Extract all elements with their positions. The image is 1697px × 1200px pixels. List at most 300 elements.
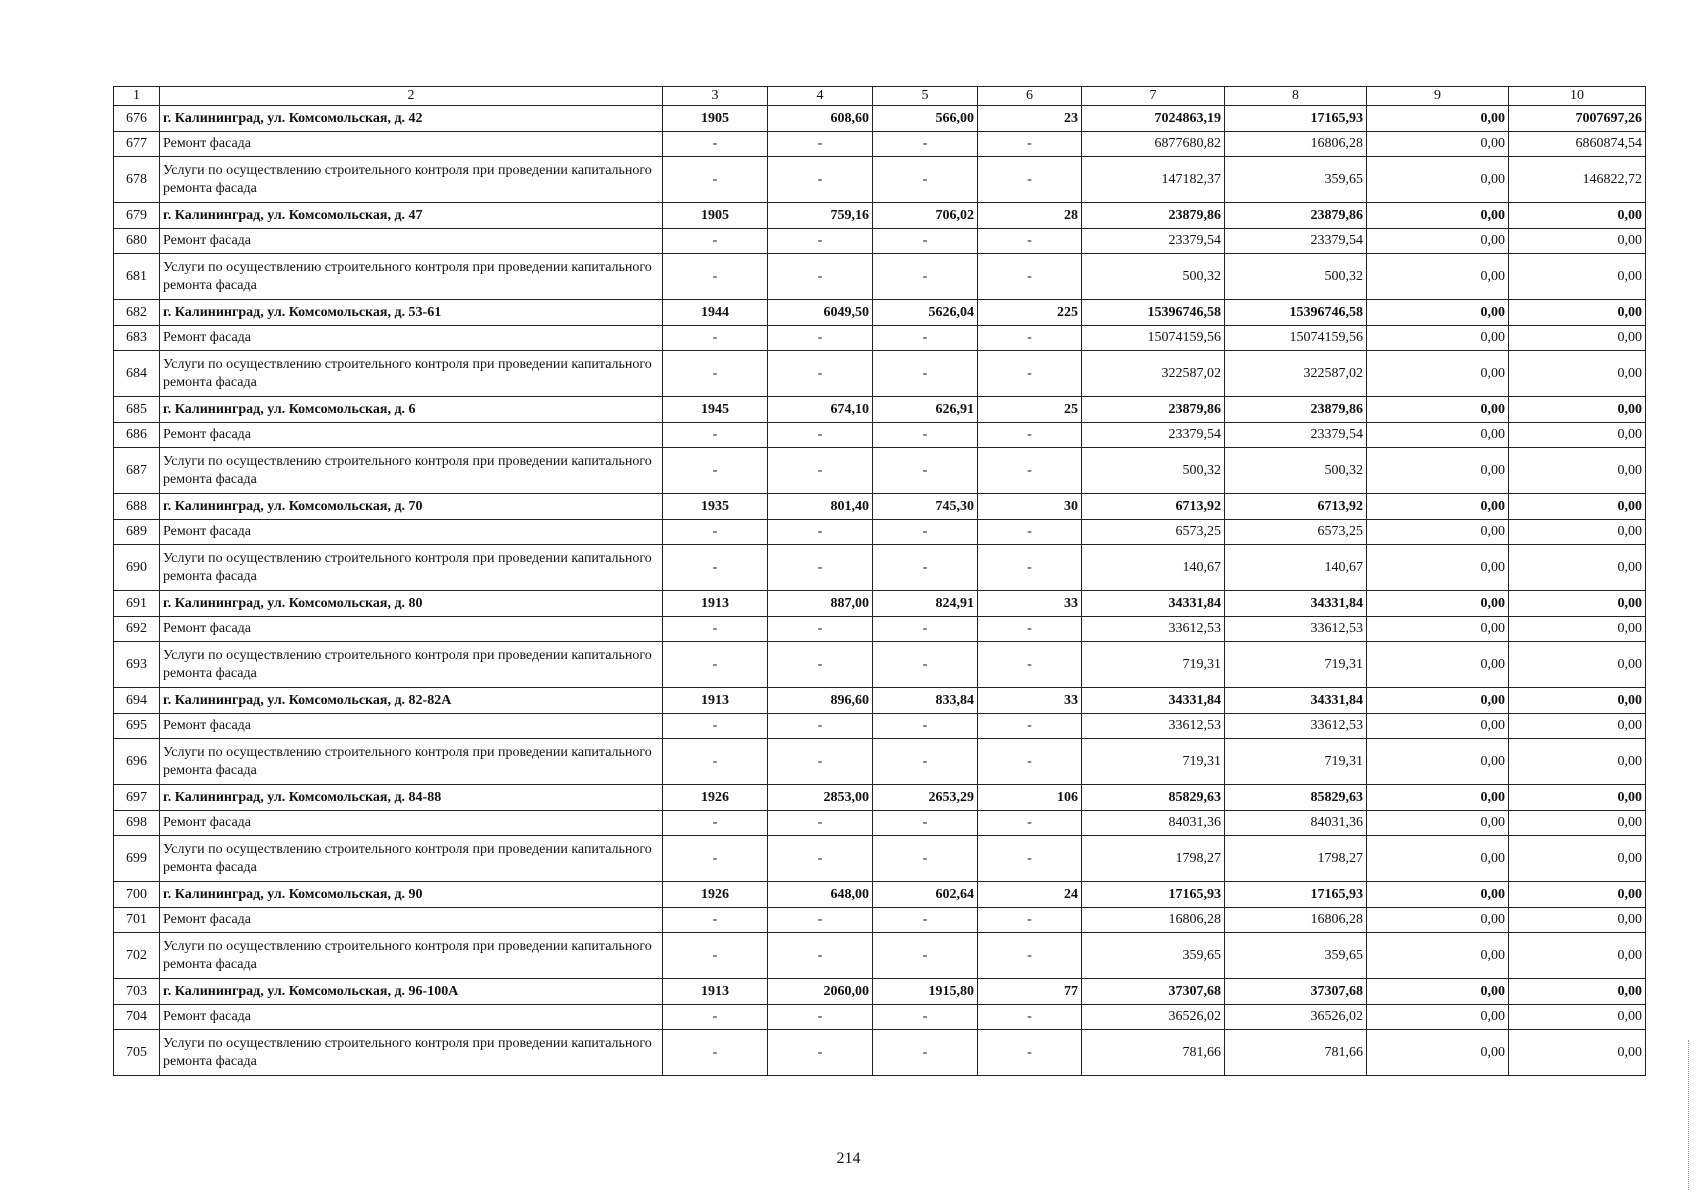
col3-cell: - xyxy=(663,908,768,933)
header-cell: 2 xyxy=(160,87,663,106)
col8-cell: 781,66 xyxy=(1225,1030,1367,1076)
header-cell: 3 xyxy=(663,87,768,106)
col7-cell: 15396746,58 xyxy=(1082,300,1225,326)
row-number-cell: 676 xyxy=(114,106,160,132)
col9-cell: 0,00 xyxy=(1367,132,1509,157)
col7-cell: 15074159,56 xyxy=(1082,326,1225,351)
col7-cell: 34331,84 xyxy=(1082,591,1225,617)
col8-cell: 500,32 xyxy=(1225,254,1367,300)
table-row xyxy=(114,106,1646,132)
row-number-cell: 691 xyxy=(114,591,160,617)
col4-cell: - xyxy=(768,157,873,203)
col5-cell: 5626,04 xyxy=(873,300,978,326)
col6-cell: - xyxy=(978,326,1082,351)
col6-cell: 25 xyxy=(978,397,1082,423)
table-row xyxy=(114,1030,1646,1076)
description-cell: Услуги по осуществлению строительного контроля при проведении капитального ремонта фасада xyxy=(160,254,663,300)
col9-cell: 0,00 xyxy=(1367,448,1509,494)
row-number-cell: 702 xyxy=(114,933,160,979)
col7-cell: 781,66 xyxy=(1082,1030,1225,1076)
table-row xyxy=(114,351,1646,397)
col9-cell: 0,00 xyxy=(1367,423,1509,448)
col7-cell: 1798,27 xyxy=(1082,836,1225,882)
col5-cell: 2653,29 xyxy=(873,785,978,811)
description-cell: Услуги по осуществлению строительного контроля при проведении капитального ремонта фасада xyxy=(160,448,663,494)
col9-cell: 0,00 xyxy=(1367,933,1509,979)
col3-cell: 1905 xyxy=(663,203,768,229)
table-row xyxy=(114,326,1646,351)
col6-cell: - xyxy=(978,448,1082,494)
col6-cell: - xyxy=(978,908,1082,933)
row-number-cell: 680 xyxy=(114,229,160,254)
description-cell: Услуги по осуществлению строительного контроля при проведении капитального ремонта фасада xyxy=(160,1030,663,1076)
col5-cell: - xyxy=(873,908,978,933)
col9-cell: 0,00 xyxy=(1367,714,1509,739)
col9-cell: 0,00 xyxy=(1367,300,1509,326)
col4-cell: - xyxy=(768,326,873,351)
col3-cell: - xyxy=(663,642,768,688)
row-number-cell: 683 xyxy=(114,326,160,351)
col7-cell: 6877680,82 xyxy=(1082,132,1225,157)
col7-cell: 140,67 xyxy=(1082,545,1225,591)
col7-cell: 719,31 xyxy=(1082,739,1225,785)
col3-cell: - xyxy=(663,836,768,882)
col5-cell: 824,91 xyxy=(873,591,978,617)
col9-cell: 0,00 xyxy=(1367,326,1509,351)
row-number-cell: 694 xyxy=(114,688,160,714)
row-number-cell: 686 xyxy=(114,423,160,448)
row-number-cell: 693 xyxy=(114,642,160,688)
col9-cell: 0,00 xyxy=(1367,545,1509,591)
col8-cell: 33612,53 xyxy=(1225,714,1367,739)
col8-cell: 719,31 xyxy=(1225,739,1367,785)
description-cell: г. Калининград, ул. Комсомольская, д. 53-61 xyxy=(160,300,663,326)
description-cell: г. Калининград, ул. Комсомольская, д. 70 xyxy=(160,494,663,520)
document-sheet xyxy=(113,86,1645,1076)
col4-cell: - xyxy=(768,739,873,785)
col8-cell: 34331,84 xyxy=(1225,591,1367,617)
col10-cell: 0,00 xyxy=(1509,811,1646,836)
col3-cell: 1935 xyxy=(663,494,768,520)
col6-cell: - xyxy=(978,836,1082,882)
col5-cell: - xyxy=(873,545,978,591)
col6-cell: - xyxy=(978,933,1082,979)
col4-cell: 648,00 xyxy=(768,882,873,908)
col6-cell: 106 xyxy=(978,785,1082,811)
col6-cell: - xyxy=(978,157,1082,203)
row-number-cell: 690 xyxy=(114,545,160,591)
col6-cell: - xyxy=(978,714,1082,739)
col10-cell: 0,00 xyxy=(1509,785,1646,811)
col4-cell: 2060,00 xyxy=(768,979,873,1005)
col4-cell: - xyxy=(768,642,873,688)
row-number-cell: 679 xyxy=(114,203,160,229)
row-number-cell: 704 xyxy=(114,1005,160,1030)
col4-cell: - xyxy=(768,520,873,545)
col4-cell: 6049,50 xyxy=(768,300,873,326)
description-cell: Ремонт фасада xyxy=(160,811,663,836)
col4-cell: - xyxy=(768,1005,873,1030)
col10-cell: 0,00 xyxy=(1509,688,1646,714)
col3-cell: - xyxy=(663,423,768,448)
column-number-header-row xyxy=(114,87,1646,106)
table-row xyxy=(114,520,1646,545)
row-number-cell: 687 xyxy=(114,448,160,494)
header-cell: 5 xyxy=(873,87,978,106)
col10-cell: 0,00 xyxy=(1509,836,1646,882)
description-cell: Услуги по осуществлению строительного контроля при проведении капитального ремонта фасада xyxy=(160,739,663,785)
col6-cell: - xyxy=(978,423,1082,448)
col4-cell: - xyxy=(768,229,873,254)
col5-cell: - xyxy=(873,254,978,300)
header-cell: 10 xyxy=(1509,87,1646,106)
col4-cell: - xyxy=(768,1030,873,1076)
table-row xyxy=(114,300,1646,326)
col3-cell: 1913 xyxy=(663,591,768,617)
col8-cell: 23379,54 xyxy=(1225,229,1367,254)
col4-cell: - xyxy=(768,448,873,494)
col7-cell: 37307,68 xyxy=(1082,979,1225,1005)
table-row xyxy=(114,397,1646,423)
col7-cell: 33612,53 xyxy=(1082,617,1225,642)
col7-cell: 6713,92 xyxy=(1082,494,1225,520)
col4-cell: 896,60 xyxy=(768,688,873,714)
table-row xyxy=(114,617,1646,642)
description-cell: Услуги по осуществлению строительного контроля при проведении капитального ремонта фасада xyxy=(160,545,663,591)
col6-cell: - xyxy=(978,811,1082,836)
description-cell: Услуги по осуществлению строительного контроля при проведении капитального ремонта фасада xyxy=(160,351,663,397)
col3-cell: 1926 xyxy=(663,882,768,908)
col6-cell: 24 xyxy=(978,882,1082,908)
col3-cell: - xyxy=(663,811,768,836)
row-number-cell: 697 xyxy=(114,785,160,811)
col7-cell: 322587,02 xyxy=(1082,351,1225,397)
col10-cell: 0,00 xyxy=(1509,494,1646,520)
col6-cell: - xyxy=(978,351,1082,397)
col7-cell: 500,32 xyxy=(1082,448,1225,494)
col10-cell: 0,00 xyxy=(1509,448,1646,494)
col6-cell: - xyxy=(978,545,1082,591)
description-cell: Ремонт фасада xyxy=(160,617,663,642)
description-cell: Ремонт фасада xyxy=(160,714,663,739)
col4-cell: 887,00 xyxy=(768,591,873,617)
header-cell: 9 xyxy=(1367,87,1509,106)
col4-cell: - xyxy=(768,617,873,642)
description-cell: г. Калининград, ул. Комсомольская, д. 96-100А xyxy=(160,979,663,1005)
col8-cell: 23879,86 xyxy=(1225,397,1367,423)
col7-cell: 719,31 xyxy=(1082,642,1225,688)
table-row xyxy=(114,203,1646,229)
col8-cell: 34331,84 xyxy=(1225,688,1367,714)
col9-cell: 0,00 xyxy=(1367,908,1509,933)
col5-cell: - xyxy=(873,1030,978,1076)
col10-cell: 0,00 xyxy=(1509,714,1646,739)
row-number-cell: 678 xyxy=(114,157,160,203)
row-number-cell: 699 xyxy=(114,836,160,882)
col7-cell: 34331,84 xyxy=(1082,688,1225,714)
col5-cell: - xyxy=(873,157,978,203)
col10-cell: 0,00 xyxy=(1509,351,1646,397)
row-number-cell: 701 xyxy=(114,908,160,933)
description-cell: Ремонт фасада xyxy=(160,326,663,351)
table-row xyxy=(114,811,1646,836)
col10-cell: 0,00 xyxy=(1509,908,1646,933)
description-cell: г. Калининград, ул. Комсомольская, д. 90 xyxy=(160,882,663,908)
col9-cell: 0,00 xyxy=(1367,811,1509,836)
col7-cell: 23379,54 xyxy=(1082,229,1225,254)
table-row xyxy=(114,642,1646,688)
header-cell: 4 xyxy=(768,87,873,106)
col3-cell: - xyxy=(663,132,768,157)
col4-cell: - xyxy=(768,714,873,739)
col9-cell: 0,00 xyxy=(1367,397,1509,423)
col9-cell: 0,00 xyxy=(1367,494,1509,520)
col10-cell: 0,00 xyxy=(1509,591,1646,617)
row-number-cell: 696 xyxy=(114,739,160,785)
col6-cell: - xyxy=(978,642,1082,688)
table-row xyxy=(114,908,1646,933)
col3-cell: 1945 xyxy=(663,397,768,423)
col3-cell: - xyxy=(663,617,768,642)
table-row xyxy=(114,785,1646,811)
header-cell: 7 xyxy=(1082,87,1225,106)
col3-cell: - xyxy=(663,326,768,351)
row-number-cell: 698 xyxy=(114,811,160,836)
col6-cell: - xyxy=(978,1030,1082,1076)
table-row xyxy=(114,591,1646,617)
description-cell: Услуги по осуществлению строительного контроля при проведении капитального ремонта фасада xyxy=(160,933,663,979)
col8-cell: 359,65 xyxy=(1225,157,1367,203)
col10-cell: 0,00 xyxy=(1509,203,1646,229)
col3-cell: - xyxy=(663,545,768,591)
description-cell: Ремонт фасада xyxy=(160,132,663,157)
col8-cell: 23879,86 xyxy=(1225,203,1367,229)
col4-cell: 759,16 xyxy=(768,203,873,229)
col9-cell: 0,00 xyxy=(1367,642,1509,688)
col7-cell: 85829,63 xyxy=(1082,785,1225,811)
col8-cell: 1798,27 xyxy=(1225,836,1367,882)
col5-cell: - xyxy=(873,520,978,545)
col8-cell: 6573,25 xyxy=(1225,520,1367,545)
col8-cell: 15074159,56 xyxy=(1225,326,1367,351)
col3-cell: 1944 xyxy=(663,300,768,326)
col8-cell: 85829,63 xyxy=(1225,785,1367,811)
row-number-cell: 703 xyxy=(114,979,160,1005)
table-row xyxy=(114,714,1646,739)
row-number-cell: 705 xyxy=(114,1030,160,1076)
col10-cell: 7007697,26 xyxy=(1509,106,1646,132)
col10-cell: 6860874,54 xyxy=(1509,132,1646,157)
table-row xyxy=(114,132,1646,157)
col4-cell: - xyxy=(768,423,873,448)
table-row xyxy=(114,157,1646,203)
table-row xyxy=(114,882,1646,908)
col9-cell: 0,00 xyxy=(1367,979,1509,1005)
col7-cell: 23879,86 xyxy=(1082,203,1225,229)
col10-cell: 0,00 xyxy=(1509,229,1646,254)
col3-cell: 1913 xyxy=(663,979,768,1005)
col3-cell: - xyxy=(663,520,768,545)
row-number-cell: 692 xyxy=(114,617,160,642)
description-cell: г. Калининград, ул. Комсомольская, д. 80 xyxy=(160,591,663,617)
col10-cell: 0,00 xyxy=(1509,423,1646,448)
header-cell: 8 xyxy=(1225,87,1367,106)
col4-cell: - xyxy=(768,132,873,157)
col10-cell: 0,00 xyxy=(1509,882,1646,908)
col8-cell: 15396746,58 xyxy=(1225,300,1367,326)
col4-cell: - xyxy=(768,811,873,836)
col7-cell: 23379,54 xyxy=(1082,423,1225,448)
col4-cell: - xyxy=(768,351,873,397)
row-number-cell: 695 xyxy=(114,714,160,739)
col6-cell: - xyxy=(978,254,1082,300)
col9-cell: 0,00 xyxy=(1367,203,1509,229)
row-number-cell: 700 xyxy=(114,882,160,908)
col8-cell: 719,31 xyxy=(1225,642,1367,688)
description-cell: Ремонт фасада xyxy=(160,908,663,933)
header-cell: 1 xyxy=(114,87,160,106)
col8-cell: 36526,02 xyxy=(1225,1005,1367,1030)
col5-cell: - xyxy=(873,351,978,397)
col4-cell: - xyxy=(768,545,873,591)
table-row xyxy=(114,1005,1646,1030)
row-number-cell: 688 xyxy=(114,494,160,520)
col7-cell: 84031,36 xyxy=(1082,811,1225,836)
col3-cell: - xyxy=(663,254,768,300)
table-row xyxy=(114,229,1646,254)
col10-cell: 0,00 xyxy=(1509,933,1646,979)
col8-cell: 16806,28 xyxy=(1225,132,1367,157)
col8-cell: 322587,02 xyxy=(1225,351,1367,397)
col10-cell: 0,00 xyxy=(1509,254,1646,300)
col4-cell: - xyxy=(768,254,873,300)
description-cell: Ремонт фасада xyxy=(160,1005,663,1030)
col9-cell: 0,00 xyxy=(1367,254,1509,300)
col5-cell: 745,30 xyxy=(873,494,978,520)
col5-cell: - xyxy=(873,714,978,739)
repair-plan-table xyxy=(113,86,1646,1076)
col6-cell: 30 xyxy=(978,494,1082,520)
col9-cell: 0,00 xyxy=(1367,106,1509,132)
col4-cell: - xyxy=(768,933,873,979)
col7-cell: 23879,86 xyxy=(1082,397,1225,423)
row-number-cell: 682 xyxy=(114,300,160,326)
col10-cell: 0,00 xyxy=(1509,520,1646,545)
header-cell: 6 xyxy=(978,87,1082,106)
description-cell: Услуги по осуществлению строительного контроля при проведении капитального ремонта фасада xyxy=(160,642,663,688)
col10-cell: 0,00 xyxy=(1509,617,1646,642)
col5-cell: - xyxy=(873,739,978,785)
col4-cell: 801,40 xyxy=(768,494,873,520)
col5-cell: 706,02 xyxy=(873,203,978,229)
col6-cell: 33 xyxy=(978,591,1082,617)
description-cell: г. Калининград, ул. Комсомольская, д. 82-82А xyxy=(160,688,663,714)
col5-cell: 566,00 xyxy=(873,106,978,132)
description-cell: г. Калининград, ул. Комсомольская, д. 42 xyxy=(160,106,663,132)
col5-cell: - xyxy=(873,132,978,157)
col3-cell: - xyxy=(663,351,768,397)
table-row xyxy=(114,933,1646,979)
col7-cell: 147182,37 xyxy=(1082,157,1225,203)
col3-cell: - xyxy=(663,157,768,203)
col5-cell: - xyxy=(873,1005,978,1030)
col3-cell: - xyxy=(663,714,768,739)
col10-cell: 0,00 xyxy=(1509,739,1646,785)
col10-cell: 0,00 xyxy=(1509,1005,1646,1030)
table-row xyxy=(114,494,1646,520)
col9-cell: 0,00 xyxy=(1367,1030,1509,1076)
col6-cell: 225 xyxy=(978,300,1082,326)
col9-cell: 0,00 xyxy=(1367,351,1509,397)
page-number: 214 xyxy=(836,1150,861,1167)
col4-cell: - xyxy=(768,836,873,882)
col8-cell: 6713,92 xyxy=(1225,494,1367,520)
description-cell: г. Калининград, ул. Комсомольская, д. 84-88 xyxy=(160,785,663,811)
col7-cell: 33612,53 xyxy=(1082,714,1225,739)
description-cell: г. Калининград, ул. Комсомольская, д. 47 xyxy=(160,203,663,229)
col3-cell: - xyxy=(663,448,768,494)
col4-cell: - xyxy=(768,908,873,933)
col6-cell: - xyxy=(978,617,1082,642)
col6-cell: - xyxy=(978,1005,1082,1030)
col8-cell: 23379,54 xyxy=(1225,423,1367,448)
col5-cell: - xyxy=(873,423,978,448)
description-cell: Ремонт фасада xyxy=(160,520,663,545)
col5-cell: 602,64 xyxy=(873,882,978,908)
col10-cell: 0,00 xyxy=(1509,1030,1646,1076)
table-row xyxy=(114,739,1646,785)
table-row xyxy=(114,545,1646,591)
col9-cell: 0,00 xyxy=(1367,520,1509,545)
col4-cell: 2853,00 xyxy=(768,785,873,811)
table-row xyxy=(114,448,1646,494)
table-row xyxy=(114,254,1646,300)
col3-cell: 1913 xyxy=(663,688,768,714)
description-cell: Ремонт фасада xyxy=(160,423,663,448)
col10-cell: 0,00 xyxy=(1509,397,1646,423)
col7-cell: 7024863,19 xyxy=(1082,106,1225,132)
col5-cell: - xyxy=(873,642,978,688)
row-number-cell: 677 xyxy=(114,132,160,157)
col3-cell: 1905 xyxy=(663,106,768,132)
col6-cell: 77 xyxy=(978,979,1082,1005)
row-number-cell: 685 xyxy=(114,397,160,423)
row-number-cell: 684 xyxy=(114,351,160,397)
description-cell: г. Калининград, ул. Комсомольская, д. 6 xyxy=(160,397,663,423)
col8-cell: 84031,36 xyxy=(1225,811,1367,836)
col7-cell: 6573,25 xyxy=(1082,520,1225,545)
table-row xyxy=(114,423,1646,448)
col8-cell: 500,32 xyxy=(1225,448,1367,494)
table-row xyxy=(114,688,1646,714)
col8-cell: 140,67 xyxy=(1225,545,1367,591)
table-row xyxy=(114,979,1646,1005)
table-row xyxy=(114,836,1646,882)
col10-cell: 0,00 xyxy=(1509,300,1646,326)
col9-cell: 0,00 xyxy=(1367,591,1509,617)
col9-cell: 0,00 xyxy=(1367,785,1509,811)
col8-cell: 17165,93 xyxy=(1225,106,1367,132)
col9-cell: 0,00 xyxy=(1367,688,1509,714)
col5-cell: 1915,80 xyxy=(873,979,978,1005)
col7-cell: 500,32 xyxy=(1082,254,1225,300)
col8-cell: 33612,53 xyxy=(1225,617,1367,642)
col3-cell: 1926 xyxy=(663,785,768,811)
col10-cell: 146822,72 xyxy=(1509,157,1646,203)
description-cell: Услуги по осуществлению строительного контроля при проведении капитального ремонта фасада xyxy=(160,836,663,882)
col3-cell: - xyxy=(663,1005,768,1030)
row-number-cell: 689 xyxy=(114,520,160,545)
